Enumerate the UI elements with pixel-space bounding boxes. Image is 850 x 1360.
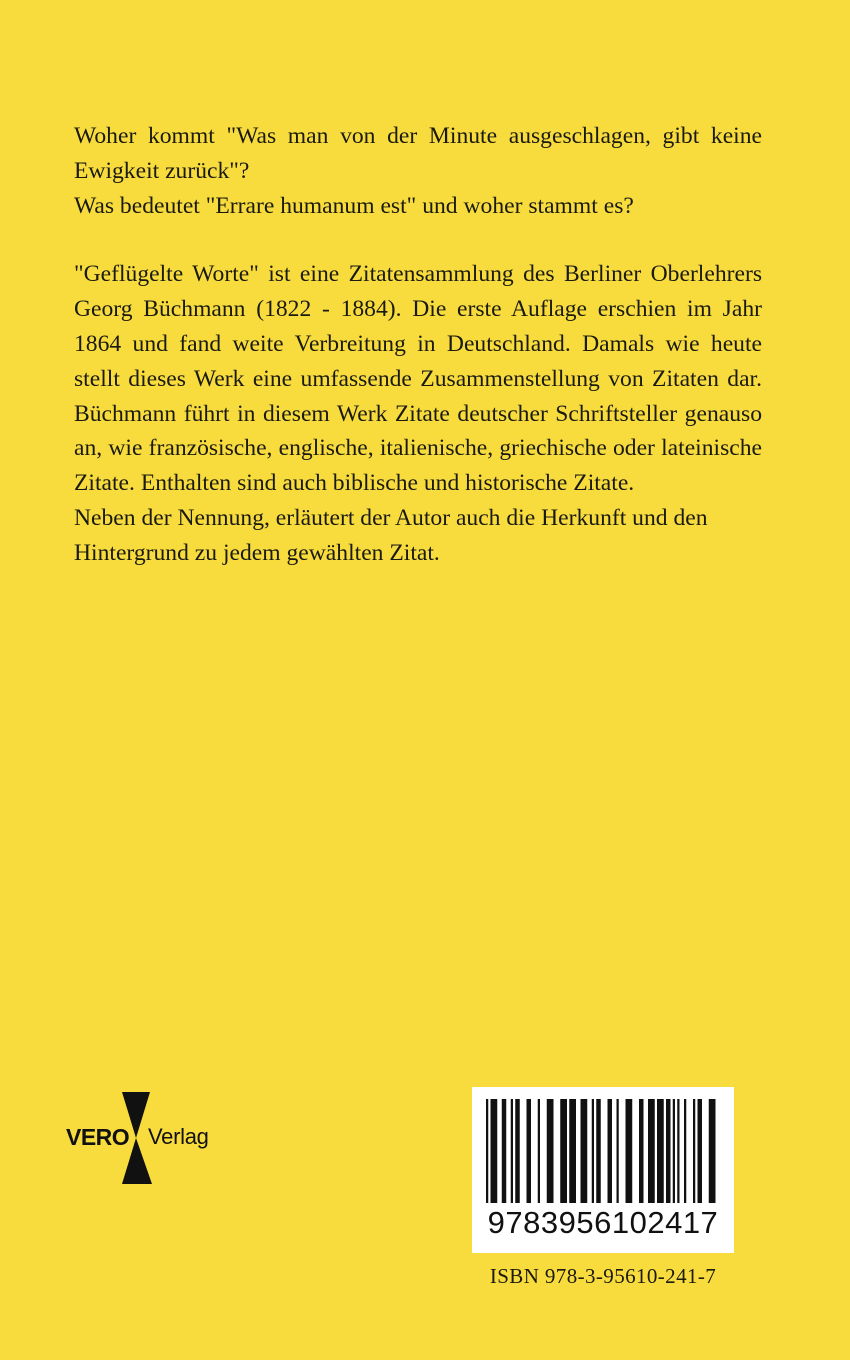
barcode-bar <box>657 1099 664 1203</box>
barcode-bar <box>581 1099 588 1203</box>
blurb-text <box>74 119 762 571</box>
barcode-bar <box>709 1099 716 1203</box>
barcode-bar <box>648 1099 655 1203</box>
question-2: Was bedeutet "Errare humanum est" und woher stammt es? <box>74 192 634 219</box>
barcode-digits: 9783956102417 <box>487 1205 719 1240</box>
barcode-bar <box>491 1099 498 1203</box>
barcode-bar <box>538 1099 540 1203</box>
question-1: Woher kommt "Was man von der Minute ausgeschlagen, gibt keine Ewigkeit zurück"? <box>74 123 762 184</box>
barcode-bar <box>617 1099 619 1203</box>
barcode-bar <box>677 1099 679 1203</box>
barcode-bar <box>596 1099 601 1203</box>
barcode-bar <box>666 1099 671 1203</box>
description-paragraph-2: Neben der Nennung, erläutert der Autor auch die Herkunft und den Hintergrund zu jedem gewählten Zitat. <box>74 504 708 566</box>
publisher-logo <box>66 1092 216 1184</box>
barcode-bar <box>698 1099 703 1203</box>
barcode-bar <box>592 1099 594 1203</box>
barcode-bar <box>626 1099 633 1203</box>
barcode-bar <box>693 1099 695 1203</box>
barcode-bar <box>560 1099 567 1203</box>
barcode-bar <box>511 1099 513 1203</box>
barcode <box>472 1087 734 1253</box>
barcode-bar <box>684 1099 686 1203</box>
logo-verlag-text: Verlag <box>148 1124 209 1149</box>
barcode-bar <box>608 1099 613 1203</box>
isbn-label: ISBN 978-3-95610-241-7 <box>489 1264 717 1288</box>
description-paragraph-1: "Geflügelte Worte" ist eine Zitatensammlung des Berliner Oberlehrers Georg Büchmann (1822 - 1884). Die erste Auflage erschien im Jahr 1864 und fand weite Verbreitung in Deutschland. Damals wie heute stellt dieses Werk eine umfassende Zusammenstellung von Zitaten dar. Büchmann führt in diesem Werk Zitate deutscher Schriftsteller genauso an, wie französische, englische, italienische, griechische oder lateinische Zitate. Enthalten sind auch biblische und historische Zitate. <box>74 261 762 497</box>
barcode-bar <box>527 1099 532 1203</box>
paragraph-gap <box>74 223 762 257</box>
barcode-bar <box>639 1099 644 1203</box>
barcode-bar <box>486 1099 488 1203</box>
barcode-bar <box>569 1099 576 1203</box>
logo-vero-text: VERO <box>66 1124 130 1150</box>
barcode-bar <box>515 1099 520 1203</box>
barcode-bars <box>486 1099 720 1203</box>
barcode-bar <box>502 1099 507 1203</box>
barcode-bar <box>547 1099 554 1203</box>
barcode-bar <box>673 1099 675 1203</box>
